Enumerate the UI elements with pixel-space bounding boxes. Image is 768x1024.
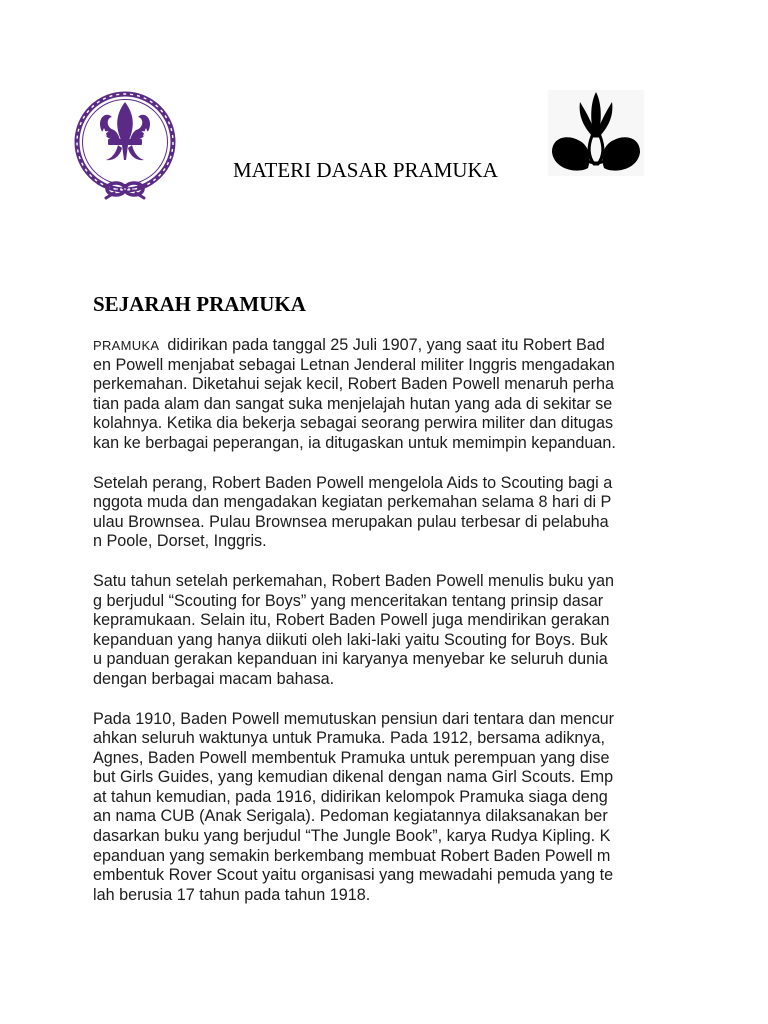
paragraph-line: u panduan gerakan kepanduan ini karyanya menyebar ke seluruh dunia bbox=[93, 650, 608, 669]
paragraph-line: ahkan seluruh waktunya untuk Pramuka. Pada 1912, bersama adiknya, bbox=[93, 729, 606, 748]
paragraph-line: kan ke berbagai peperangan, ia ditugaskan untuk memimpin kepanduan. bbox=[93, 433, 616, 452]
paragraph-3 bbox=[93, 572, 675, 690]
paragraph-line: perkemahan. Diketahui sejak kecil, Robert Baden Powell menaruh perha bbox=[93, 375, 614, 394]
document-body bbox=[93, 336, 675, 905]
paragraph-line bbox=[93, 336, 675, 356]
lead-word: PRAMUKA bbox=[93, 338, 160, 353]
paragraph-line: Satu tahun setelah perkemahan, Robert Baden Powell menulis buku yan bbox=[93, 571, 615, 590]
tunas-kelapa-logo bbox=[548, 90, 644, 176]
paragraph-line: kepramukaan. Selain itu, Robert Baden Powell juga mendirikan gerakan bbox=[93, 611, 610, 630]
paragraph-line: n Poole, Dorset, Inggris. bbox=[93, 532, 267, 551]
paragraph-line: at tahun kemudian, pada 1916, didirikan kelompok Pramuka siaga deng bbox=[93, 787, 608, 806]
paragraph-line: epanduan yang semakin berkembang membuat Robert Baden Powell m bbox=[93, 846, 611, 865]
paragraph-line: dasarkan buku yang berjudul “The Jungle Book”, karya Rudya Kipling. K bbox=[93, 827, 611, 846]
paragraph-line: g berjudul “Scouting for Boys” yang menceritakan tentang prinsip dasar bbox=[93, 591, 604, 610]
paragraph-4 bbox=[93, 710, 675, 906]
paragraph-line: nggota muda dan mengadakan kegiatan perkemahan selama 8 hari di P bbox=[93, 493, 612, 512]
paragraph-line: Setelah perang, Robert Baden Powell mengelola Aids to Scouting bagi a bbox=[93, 473, 613, 492]
paragraph-line: kolahnya. Ketika dia bekerja sebagai seorang perwira militer dan ditugas bbox=[93, 414, 614, 433]
line-text: didirikan pada tanggal 25 Juli 1907, yang saat itu Robert Bad bbox=[167, 336, 605, 354]
paragraph-line: lah berusia 17 tahun pada tahun 1918. bbox=[93, 885, 371, 904]
paragraph-line: dengan berbagai macam bahasa. bbox=[93, 669, 335, 688]
section-heading: SEJARAH PRAMUKA bbox=[93, 292, 306, 316]
scout-fleur-de-lis-logo bbox=[70, 90, 182, 206]
paragraph-line: tian pada alam dan sangat suka menjelajah hutan yang ada di sekitar se bbox=[93, 394, 613, 413]
paragraph-line: en Powell menjabat sebagai Letnan Jenderal militer Inggris mengadakan bbox=[93, 355, 615, 374]
paragraph-2 bbox=[93, 474, 675, 552]
document-title: MATERI DASAR PRAMUKA bbox=[233, 158, 498, 182]
paragraph-line: an nama CUB (Anak Serigala). Pedoman kegiatannya dilaksanakan ber bbox=[93, 807, 608, 826]
paragraph-1 bbox=[93, 336, 675, 454]
paragraph-line: Agnes, Baden Powell membentuk Pramuka untuk perempuan yang dise bbox=[93, 748, 610, 767]
paragraph-line: kepanduan yang hanya diikuti oleh laki-laki yaitu Scouting for Boys. Buk bbox=[93, 630, 608, 649]
paragraph-line: ulau Brownsea. Pulau Brownsea merupakan pulau terbesar di pelabuha bbox=[93, 512, 609, 531]
paragraph-line: Pada 1910, Baden Powell memutuskan pensiun dari tentara dan mencur bbox=[93, 709, 615, 728]
paragraph-line: but Girls Guides, yang kemudian dikenal dengan nama Girl Scouts. Emp bbox=[93, 768, 614, 787]
paragraph-line: embentuk Rover Scout yaitu organisasi yang mewadahi pemuda yang te bbox=[93, 866, 614, 885]
